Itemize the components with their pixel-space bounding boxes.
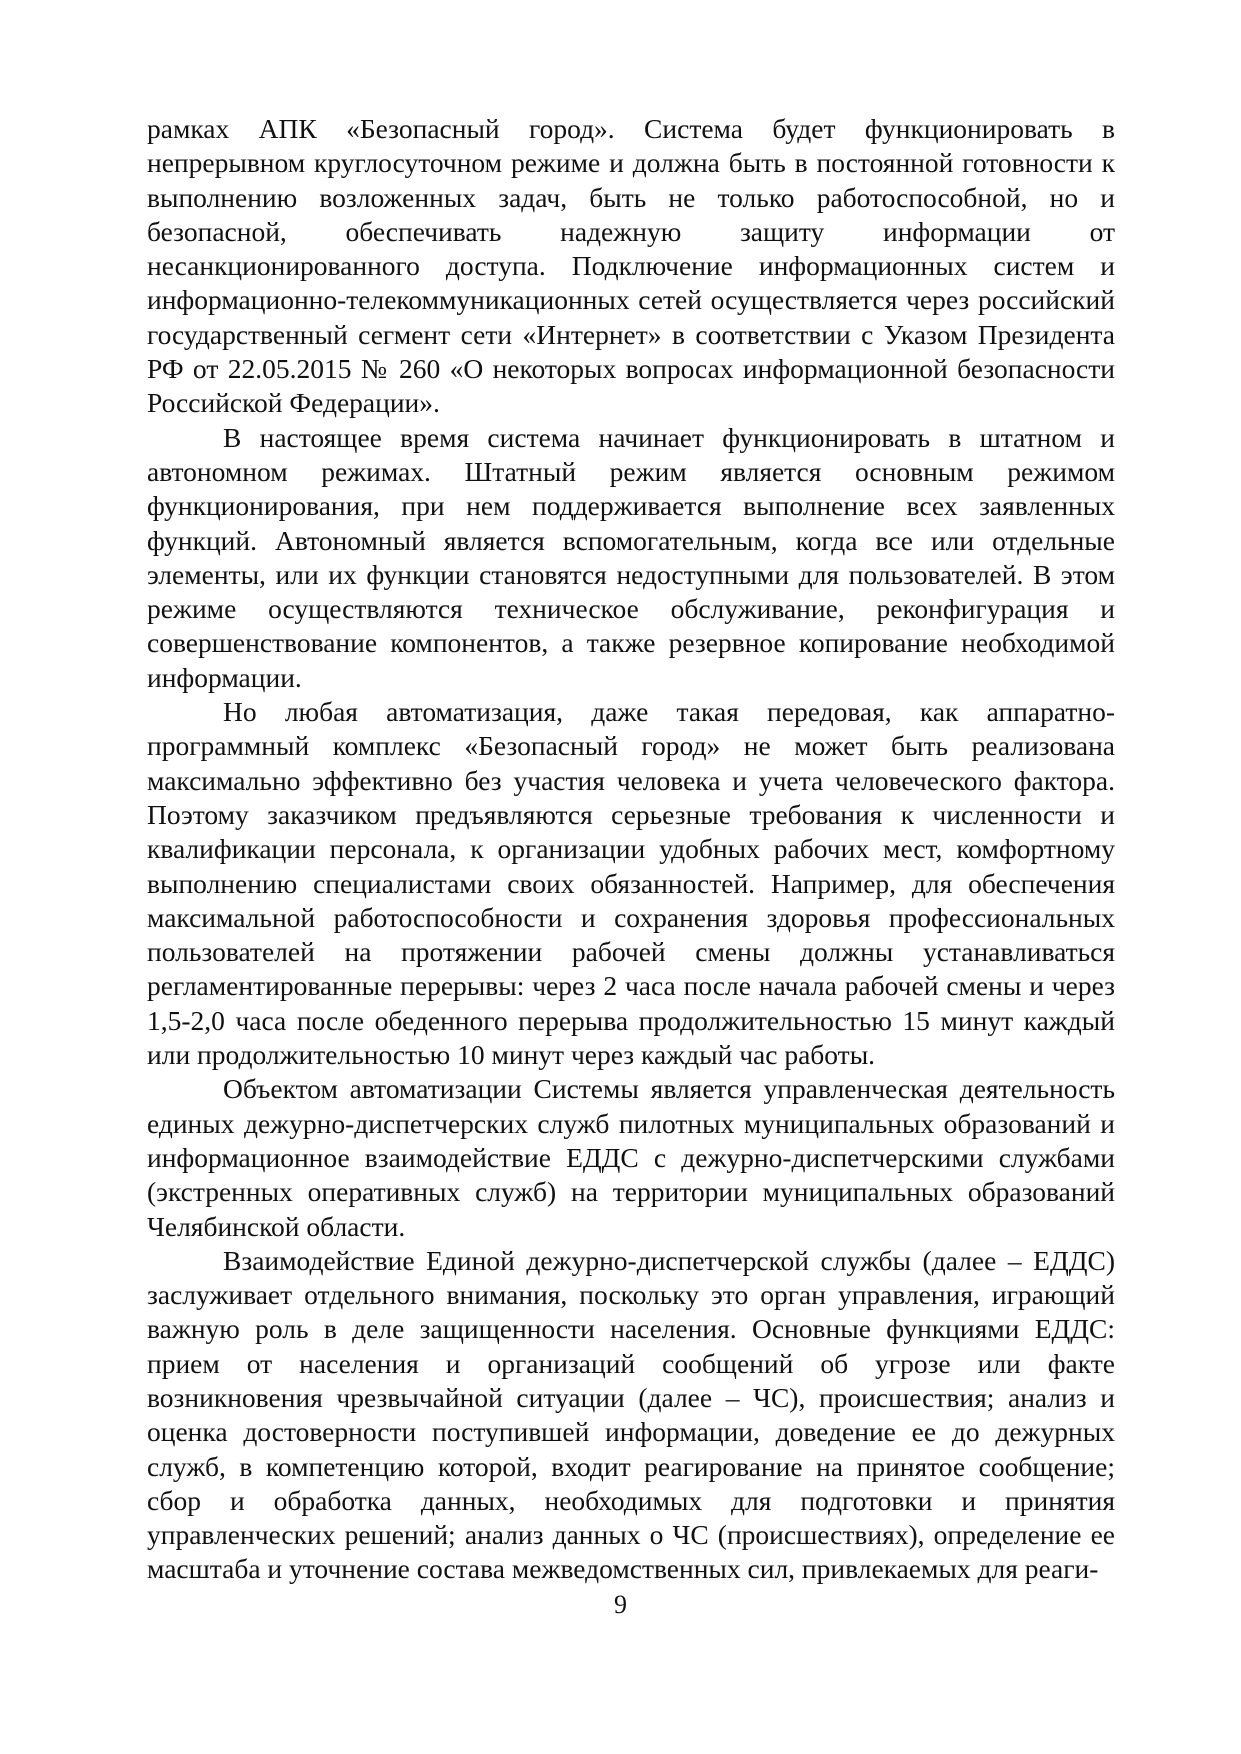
paragraph-operating-modes: В настоящее время система начинает функционировать в штатном и автономном режимах. Штатный режим является основным режимом функционирования, при нем поддерживается выполнение всех заявленных функций. Автономный является вспомогательным, когда все или отдельные элементы, или их функции становятся недоступными для пользователей. В этом режиме осуществляются техническое обслуживание, реконфигурация и совершенствование компонентов, а также резервное копирование необходимой информации. <box>147 421 1115 693</box>
body-text <box>147 112 1115 1587</box>
paragraph-automation-object: Объектом автоматизации Системы является управленческая деятельность единых дежурно-диспетчерских служб пилотных муниципальных образований и информационное взаимодействие ЕДДС с дежурно-диспетчерскими службами (экстренных оперативных служб) на территории муниципальных образований Челябинской области. <box>147 1073 1115 1242</box>
paragraph-human-factor: Но любая автоматизация, даже такая передовая, как аппаратно-программный комплекс «Безопасный город» не может быть реализована максимально эффективно без участия человека и учета человеческого фактора. Поэтому заказчиком предъявляются серьезные требования к численности и квалификации персонала, к организации удобных рабочих мест, комфортному выполнению специалистами своих обязанностей. Например, для обеспечения максимальной работоспособности и сохранения здоровья профессиональных пользователей на протяжении рабочей смены должны устанавливаться регламентированные перерывы: через 2 часа после начала рабочей смены и через 1,5-2,0 часа после обеденного перерыва продолжительностью 15 минут каждый или продолжительностью 10 минут через каждый час работы. <box>147 696 1115 1071</box>
paragraph-edds-interaction: Взаимодействие Единой дежурно-диспетчерской службы (далее – ЕДДС) заслуживает отдельного внимания, поскольку это орган управления, играющий важную роль в деле защищенности населения. Основные функциями ЕДДС: прием от населения и организаций сообщений об угрозе или факте возникновения чрезвычайной ситуации (далее – ЧС), происшествия; анализ и оценка достоверности поступившей информации, доведение ее до дежурных служб, в компетенцию которой, входит реагирование на принятое сообщение; сбор и обработка данных, необходимых для подготовки и принятия управленческих решений; анализ данных о ЧС (происшествиях), определение ее масштаба и уточнение состава межведомственных сил, привлекаемых для реаги- <box>147 1244 1115 1585</box>
page-number: 9 <box>614 1590 627 1619</box>
paragraph-continued: рамках АПК «Безопасный город». Система будет функционировать в непрерывном круглосуточном режиме и должна быть в постоянной готовности к выполнению возложенных задач, быть не только работоспособной, но и безопасной, обеспечивать надежную защиту информации от несанкционированного доступа. Подключение информационных систем и информационно-телекоммуникационных сетей осуществляется через российский государственный сегмент сети «Интернет» в соответствии с Указом Президента РФ от 22.05.2015 № 260 «О некоторых вопросах информационной безопасности Российской Федерации». <box>147 113 1115 419</box>
